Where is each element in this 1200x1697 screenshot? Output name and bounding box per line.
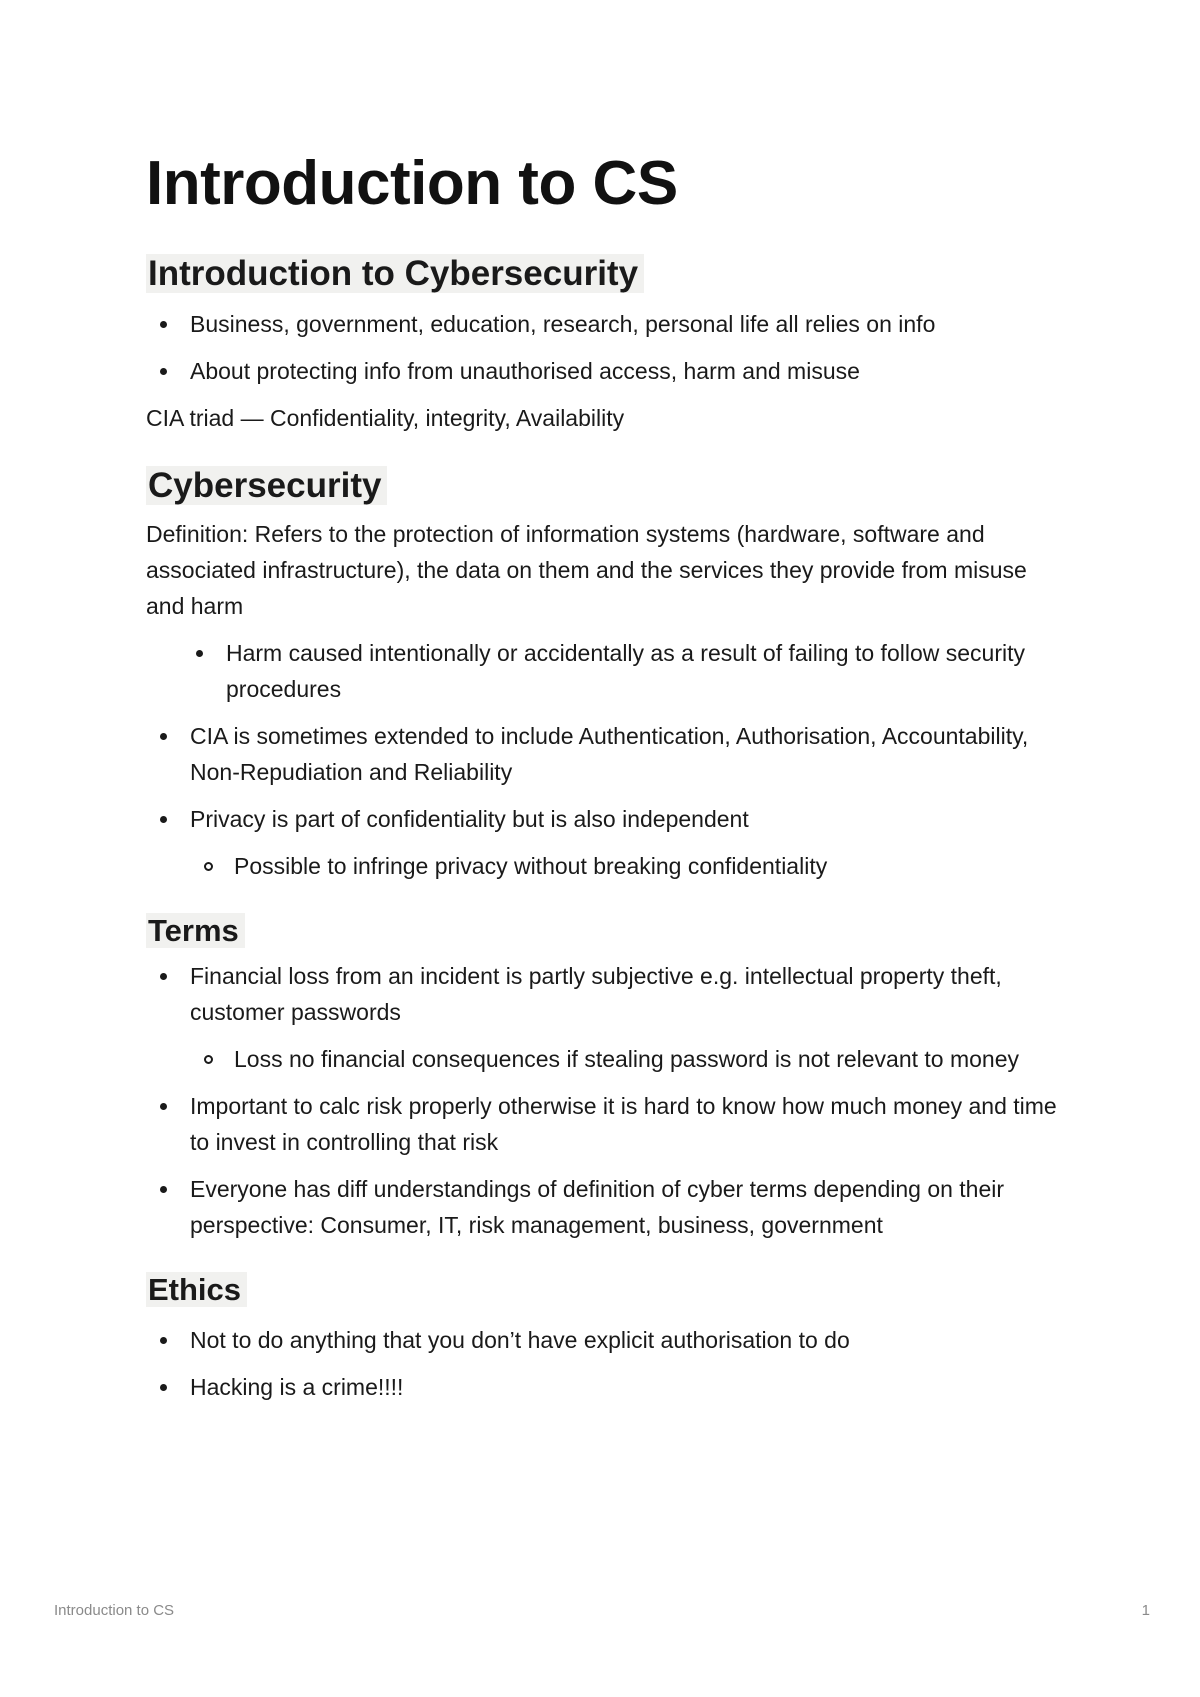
cia-triad-paragraph: CIA triad — Confidentiality, integrity, Availability bbox=[146, 404, 625, 431]
heading-ethics: Ethics bbox=[146, 1271, 1066, 1310]
document-page bbox=[146, 150, 1066, 1405]
list-item: CIA is sometimes extended to include Authentication, Authorisation, Accountability, Non-Repudiation and Reliability bbox=[146, 718, 1066, 790]
list-item: Financial loss from an incident is partly subjective e.g. intellectual property theft, customer passwords bbox=[146, 958, 1066, 1030]
sub-list-item: Loss no financial consequences if stealing password is not relevant to money bbox=[146, 1041, 1066, 1077]
list-item: Hacking is a crime!!!! bbox=[146, 1369, 1066, 1405]
list-item: Not to do anything that you don’t have explicit authorisation to do bbox=[146, 1322, 1066, 1358]
bullet-list bbox=[146, 306, 1066, 389]
sub-list-item: Possible to infringe privacy without breaking confidentiality bbox=[146, 848, 1066, 884]
bullet-list bbox=[146, 635, 1066, 884]
list-item: Everyone has diff understandings of definition of cyber terms depending on their perspective: Consumer, IT, risk management, business, government bbox=[146, 1171, 1066, 1243]
list-item: Harm caused intentionally or accidentally as a result of failing to follow security procedures bbox=[146, 635, 1066, 707]
heading-terms: Terms bbox=[146, 912, 1066, 951]
page-title: Introduction to CS bbox=[146, 149, 678, 218]
definition-paragraph: Definition: Refers to the protection of information systems (hardware, software and associated infrastructure), the data on them and the services they provide from misuse and harm bbox=[146, 520, 1027, 619]
page-number: 1 bbox=[1141, 1602, 1150, 1619]
bullet-list bbox=[146, 958, 1066, 1243]
list-item: Important to calc risk properly otherwise it is hard to know how much money and time to invest in controlling that risk bbox=[146, 1088, 1066, 1160]
list-item: Business, government, education, research, personal life all relies on info bbox=[146, 306, 1066, 342]
list-item: Privacy is part of confidentiality but is also independent bbox=[146, 801, 1066, 837]
bullet-list bbox=[146, 1322, 1066, 1405]
heading-cybersecurity: Cybersecurity bbox=[146, 464, 1066, 508]
list-item: About protecting info from unauthorised access, harm and misuse bbox=[146, 353, 1066, 389]
footer-title: Introduction to CS bbox=[54, 1602, 175, 1619]
heading-intro-cybersecurity: Introduction to Cybersecurity bbox=[146, 252, 1066, 296]
